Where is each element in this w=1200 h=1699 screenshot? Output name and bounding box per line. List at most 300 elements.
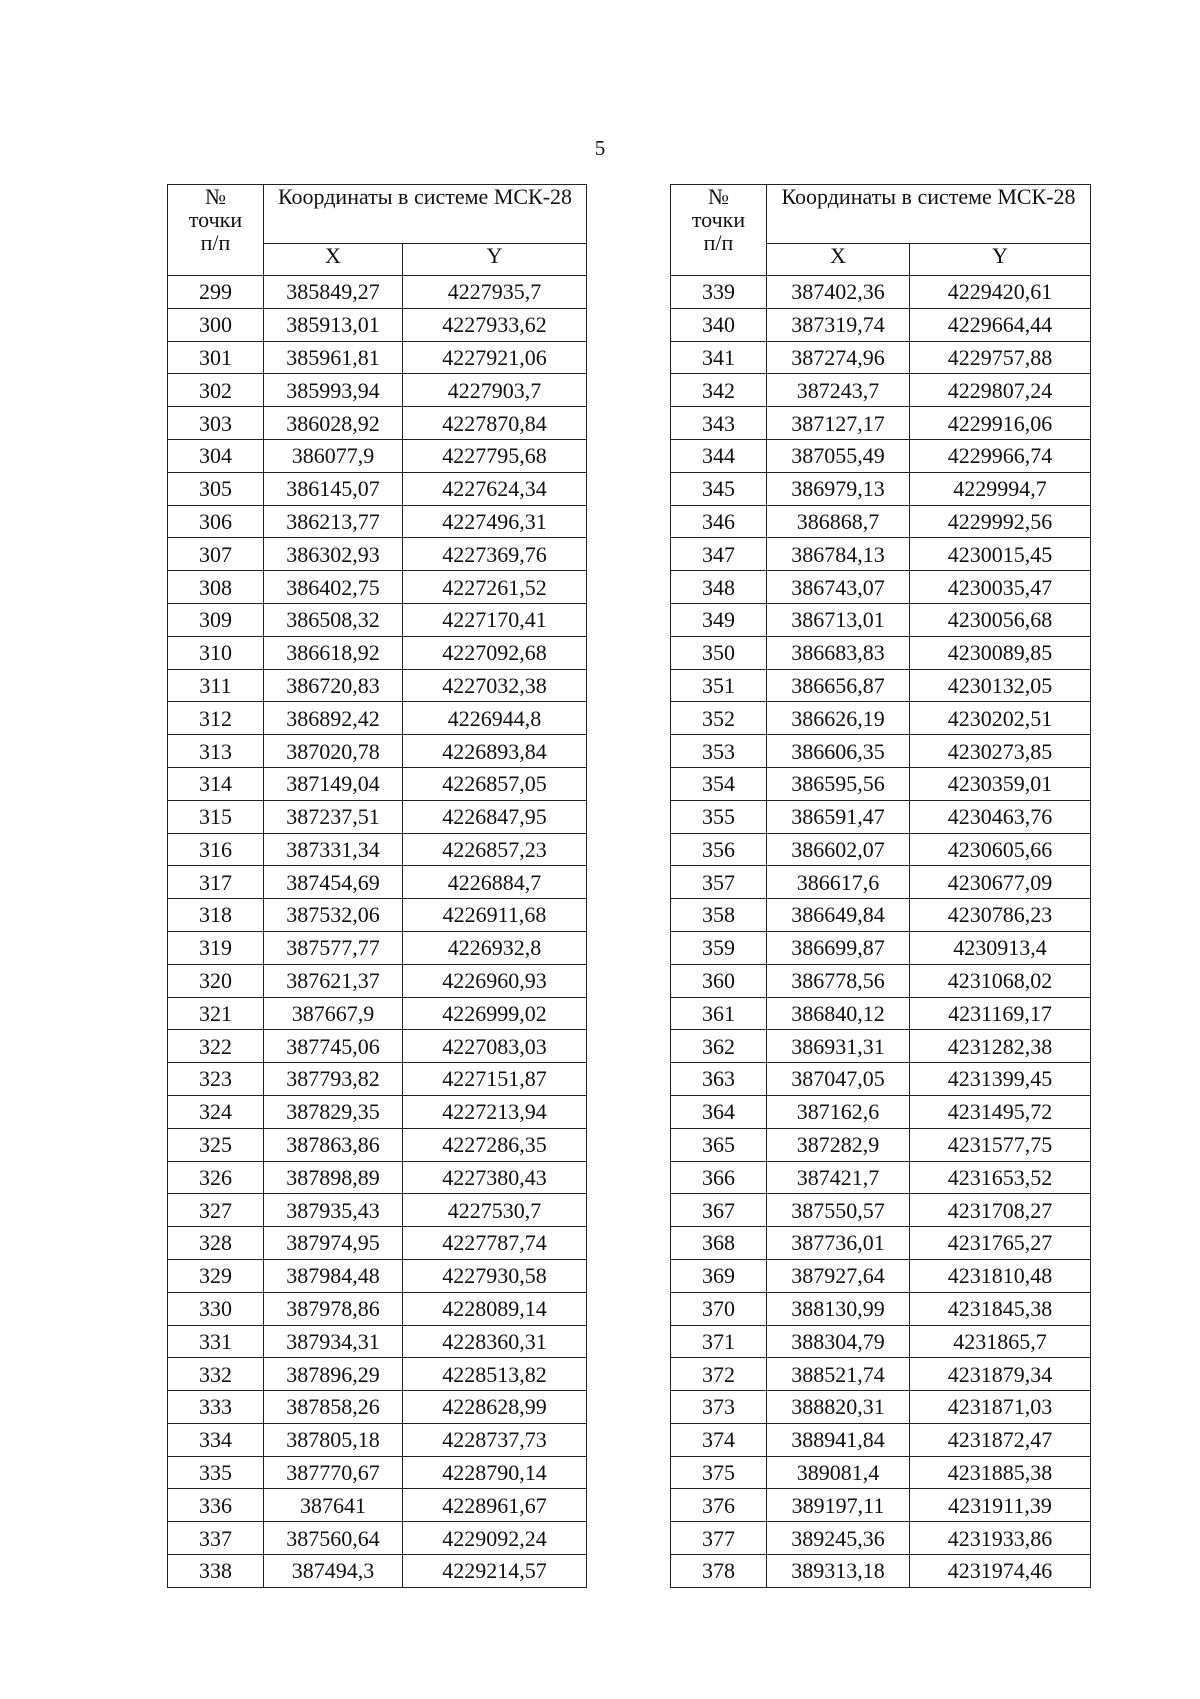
cell-y: 4229994,7	[910, 472, 1091, 505]
table-row	[168, 1358, 587, 1391]
table-row	[671, 964, 1091, 997]
table-row	[671, 669, 1091, 702]
cell-point-number: 334	[168, 1423, 264, 1456]
table-row	[671, 1194, 1091, 1227]
cell-point-number: 322	[168, 1030, 264, 1063]
page-number: 5	[594, 136, 606, 160]
cell-x: 387020,78	[264, 735, 403, 768]
cell-y: 4227787,74	[403, 1227, 587, 1260]
cell-y: 4226847,95	[403, 800, 587, 833]
cell-y: 4231845,38	[910, 1292, 1091, 1325]
cell-x: 387984,48	[264, 1259, 403, 1292]
header-num-pp: п/п	[703, 230, 734, 256]
cell-y: 4231810,48	[910, 1259, 1091, 1292]
table-row	[671, 1391, 1091, 1424]
cell-x: 387974,95	[264, 1227, 403, 1260]
cell-point-number: 349	[671, 603, 767, 636]
cell-y: 4231865,7	[910, 1325, 1091, 1358]
cell-point-number: 370	[671, 1292, 767, 1325]
table-row	[671, 1161, 1091, 1194]
cell-x: 387243,7	[767, 374, 910, 407]
cell-x: 387560,64	[264, 1522, 403, 1555]
table-row	[168, 964, 587, 997]
cell-point-number: 323	[168, 1063, 264, 1096]
cell-y: 4230015,45	[910, 538, 1091, 571]
cell-y: 4231708,27	[910, 1194, 1091, 1227]
header-y: Y	[403, 244, 587, 276]
table-row	[168, 571, 587, 604]
table-row	[168, 1489, 587, 1522]
table-row	[168, 767, 587, 800]
cell-x: 387935,43	[264, 1194, 403, 1227]
cell-y: 4226857,23	[403, 833, 587, 866]
cell-point-number: 362	[671, 1030, 767, 1063]
cell-y: 4226999,02	[403, 997, 587, 1030]
cell-point-number: 336	[168, 1489, 264, 1522]
table-row	[168, 538, 587, 571]
cell-y: 4228961,67	[403, 1489, 587, 1522]
table-row	[671, 866, 1091, 899]
cell-point-number: 320	[168, 964, 264, 997]
cell-y: 4227369,76	[403, 538, 587, 571]
cell-x: 389081,4	[767, 1456, 910, 1489]
cell-point-number: 359	[671, 931, 767, 964]
table-row	[671, 1030, 1091, 1063]
cell-point-number: 314	[168, 767, 264, 800]
cell-point-number: 308	[168, 571, 264, 604]
cell-point-number: 326	[168, 1161, 264, 1194]
cell-point-number: 328	[168, 1227, 264, 1260]
cell-y: 4230273,85	[910, 735, 1091, 768]
table-row	[671, 899, 1091, 932]
header-point-number	[168, 185, 264, 276]
cell-x: 388820,31	[767, 1391, 910, 1424]
cell-x: 386077,9	[264, 439, 403, 472]
cell-point-number: 302	[168, 374, 264, 407]
cell-y: 4227624,34	[403, 472, 587, 505]
cell-y: 4231885,38	[910, 1456, 1091, 1489]
cell-y: 4230056,68	[910, 603, 1091, 636]
table-row	[671, 603, 1091, 636]
cell-y: 4227530,7	[403, 1194, 587, 1227]
table-row	[168, 800, 587, 833]
cell-point-number: 303	[168, 407, 264, 440]
cell-point-number: 343	[671, 407, 767, 440]
cell-point-number: 331	[168, 1325, 264, 1358]
cell-y: 4230677,09	[910, 866, 1091, 899]
cell-x: 386602,07	[767, 833, 910, 866]
cell-point-number: 333	[168, 1391, 264, 1424]
cell-point-number: 318	[168, 899, 264, 932]
cell-point-number: 369	[671, 1259, 767, 1292]
table-row	[671, 439, 1091, 472]
table-row	[671, 636, 1091, 669]
table-row	[168, 1128, 587, 1161]
cell-y: 4227496,31	[403, 505, 587, 538]
table-row	[671, 571, 1091, 604]
header-point-number	[671, 185, 767, 276]
cell-x: 388130,99	[767, 1292, 910, 1325]
table-row	[671, 1555, 1091, 1588]
cell-y: 4227795,68	[403, 439, 587, 472]
table-row	[168, 1423, 587, 1456]
cell-point-number: 352	[671, 702, 767, 735]
cell-point-number: 313	[168, 735, 264, 768]
cell-point-number: 347	[671, 538, 767, 571]
cell-point-number: 305	[168, 472, 264, 505]
cell-x: 387402,36	[767, 276, 910, 309]
cell-y: 4228628,99	[403, 1391, 587, 1424]
cell-x: 385849,27	[264, 276, 403, 309]
cell-x: 386720,83	[264, 669, 403, 702]
cell-y: 4229966,74	[910, 439, 1091, 472]
cell-point-number: 358	[671, 899, 767, 932]
cell-y: 4227935,7	[403, 276, 587, 309]
cell-y: 4227083,03	[403, 1030, 587, 1063]
cell-point-number: 304	[168, 439, 264, 472]
cell-x: 386840,12	[767, 997, 910, 1030]
cell-x: 387149,04	[264, 767, 403, 800]
cell-x: 387550,57	[767, 1194, 910, 1227]
cell-x: 385913,01	[264, 308, 403, 341]
table-row	[168, 1456, 587, 1489]
cell-x: 387641	[264, 1489, 403, 1522]
cell-x: 387454,69	[264, 866, 403, 899]
table-row	[168, 505, 587, 538]
cell-x: 388521,74	[767, 1358, 910, 1391]
cell-x: 386743,07	[767, 571, 910, 604]
cell-point-number: 339	[671, 276, 767, 309]
cell-point-number: 353	[671, 735, 767, 768]
cell-x: 386979,13	[767, 472, 910, 505]
cell-y: 4226911,68	[403, 899, 587, 932]
cell-y: 4229757,88	[910, 341, 1091, 374]
cell-point-number: 374	[671, 1423, 767, 1456]
cell-y: 4231399,45	[910, 1063, 1091, 1096]
cell-y: 4228790,14	[403, 1456, 587, 1489]
table-row	[168, 866, 587, 899]
cell-point-number: 364	[671, 1095, 767, 1128]
table-row	[671, 931, 1091, 964]
table-row	[671, 1128, 1091, 1161]
cell-x: 387621,37	[264, 964, 403, 997]
cell-x: 387978,86	[264, 1292, 403, 1325]
cell-x: 386656,87	[767, 669, 910, 702]
table-row	[168, 1194, 587, 1227]
table-row	[168, 669, 587, 702]
cell-y: 4231495,72	[910, 1095, 1091, 1128]
cell-x: 387858,26	[264, 1391, 403, 1424]
table-row	[671, 1227, 1091, 1260]
cell-y: 4231872,47	[910, 1423, 1091, 1456]
cell-y: 4228737,73	[403, 1423, 587, 1456]
table-row	[168, 735, 587, 768]
cell-x: 386699,87	[767, 931, 910, 964]
header-num-word: точки	[691, 207, 746, 233]
cell-x: 387162,6	[767, 1095, 910, 1128]
table-row	[671, 735, 1091, 768]
cell-y: 4230913,4	[910, 931, 1091, 964]
cell-point-number: 361	[671, 997, 767, 1030]
coordinates-table-right	[670, 184, 1091, 1588]
coordinates-table-left	[167, 184, 587, 1588]
cell-x: 386028,92	[264, 407, 403, 440]
cell-y: 4229214,57	[403, 1555, 587, 1588]
cell-point-number: 360	[671, 964, 767, 997]
table-row	[671, 308, 1091, 341]
cell-y: 4229807,24	[910, 374, 1091, 407]
cell-y: 4229420,61	[910, 276, 1091, 309]
table-row	[168, 1227, 587, 1260]
cell-x: 387863,86	[264, 1128, 403, 1161]
table-row	[168, 603, 587, 636]
cell-point-number: 375	[671, 1456, 767, 1489]
table-row	[168, 341, 587, 374]
cell-y: 4228513,82	[403, 1358, 587, 1391]
cell-point-number: 378	[671, 1555, 767, 1588]
table-row	[168, 899, 587, 932]
cell-x: 386617,6	[767, 866, 910, 899]
cell-x: 387532,06	[264, 899, 403, 932]
header-y: Y	[910, 244, 1091, 276]
cell-y: 4227092,68	[403, 636, 587, 669]
cell-point-number: 351	[671, 669, 767, 702]
cell-y: 4227286,35	[403, 1128, 587, 1161]
table-row	[671, 505, 1091, 538]
cell-point-number: 317	[168, 866, 264, 899]
table-row	[168, 1095, 587, 1128]
table-row	[168, 472, 587, 505]
cell-y: 4230463,76	[910, 800, 1091, 833]
cell-x: 387055,49	[767, 439, 910, 472]
cell-y: 4231577,75	[910, 1128, 1091, 1161]
cell-x: 386302,93	[264, 538, 403, 571]
cell-point-number: 346	[671, 505, 767, 538]
cell-y: 4226944,8	[403, 702, 587, 735]
cell-x: 386591,47	[767, 800, 910, 833]
cell-point-number: 367	[671, 1194, 767, 1227]
cell-point-number: 363	[671, 1063, 767, 1096]
cell-point-number: 342	[671, 374, 767, 407]
cell-point-number: 332	[168, 1358, 264, 1391]
cell-point-number: 356	[671, 833, 767, 866]
cell-point-number: 306	[168, 505, 264, 538]
cell-point-number: 325	[168, 1128, 264, 1161]
cell-x: 387282,9	[767, 1128, 910, 1161]
cell-x: 387667,9	[264, 997, 403, 1030]
cell-y: 4227380,43	[403, 1161, 587, 1194]
cell-point-number: 315	[168, 800, 264, 833]
cell-x: 386683,83	[767, 636, 910, 669]
table-row	[168, 931, 587, 964]
table-row	[671, 997, 1091, 1030]
cell-point-number: 309	[168, 603, 264, 636]
cell-y: 4229092,24	[403, 1522, 587, 1555]
cell-x: 387047,05	[767, 1063, 910, 1096]
cell-point-number: 354	[671, 767, 767, 800]
cell-x: 386508,32	[264, 603, 403, 636]
cell-point-number: 312	[168, 702, 264, 735]
cell-y: 4227921,06	[403, 341, 587, 374]
cell-x: 387494,3	[264, 1555, 403, 1588]
cell-x: 388941,84	[767, 1423, 910, 1456]
table-row	[168, 439, 587, 472]
cell-y: 4230605,66	[910, 833, 1091, 866]
cell-point-number: 345	[671, 472, 767, 505]
cell-y: 4227930,58	[403, 1259, 587, 1292]
table-row	[671, 1325, 1091, 1358]
table-row	[671, 374, 1091, 407]
table-row	[671, 407, 1091, 440]
cell-point-number: 311	[168, 669, 264, 702]
cell-x: 387898,89	[264, 1161, 403, 1194]
cell-x: 387829,35	[264, 1095, 403, 1128]
cell-point-number: 350	[671, 636, 767, 669]
table-row	[168, 407, 587, 440]
table-row	[671, 1489, 1091, 1522]
cell-point-number: 327	[168, 1194, 264, 1227]
cell-x: 386892,42	[264, 702, 403, 735]
cell-y: 4226857,05	[403, 767, 587, 800]
table-row	[168, 1555, 587, 1588]
cell-x: 388304,79	[767, 1325, 910, 1358]
cell-y: 4227933,62	[403, 308, 587, 341]
cell-x: 387793,82	[264, 1063, 403, 1096]
table-row	[671, 1522, 1091, 1555]
cell-x: 389245,36	[767, 1522, 910, 1555]
cell-y: 4227213,94	[403, 1095, 587, 1128]
table-row	[168, 702, 587, 735]
cell-x: 387770,67	[264, 1456, 403, 1489]
cell-point-number: 329	[168, 1259, 264, 1292]
table-row	[168, 1522, 587, 1555]
cell-x: 387927,64	[767, 1259, 910, 1292]
table-row	[168, 1391, 587, 1424]
table-row	[671, 1063, 1091, 1096]
cell-y: 4231974,46	[910, 1555, 1091, 1588]
cell-y: 4230202,51	[910, 702, 1091, 735]
table-row	[671, 538, 1091, 571]
cell-x: 386931,31	[767, 1030, 910, 1063]
cell-x: 386595,56	[767, 767, 910, 800]
table-row	[671, 1292, 1091, 1325]
cell-point-number: 330	[168, 1292, 264, 1325]
cell-y: 4231068,02	[910, 964, 1091, 997]
cell-y: 4231879,34	[910, 1358, 1091, 1391]
table-row	[168, 1292, 587, 1325]
cell-x: 386778,56	[767, 964, 910, 997]
cell-x: 387896,29	[264, 1358, 403, 1391]
header-num-sign: №	[708, 184, 729, 209]
cell-y: 4230359,01	[910, 767, 1091, 800]
cell-point-number: 377	[671, 1522, 767, 1555]
cell-point-number: 340	[671, 308, 767, 341]
table-row	[671, 1095, 1091, 1128]
header-num-word: точки	[188, 207, 243, 233]
table-row	[671, 1456, 1091, 1489]
cell-point-number: 376	[671, 1489, 767, 1522]
cell-point-number: 335	[168, 1456, 264, 1489]
cell-point-number: 324	[168, 1095, 264, 1128]
cell-y: 4230035,47	[910, 571, 1091, 604]
cell-x: 385961,81	[264, 341, 403, 374]
cell-y: 4231933,86	[910, 1522, 1091, 1555]
cell-point-number: 307	[168, 538, 264, 571]
table-row	[168, 374, 587, 407]
header-x: X	[767, 244, 910, 276]
cell-y: 4229992,56	[910, 505, 1091, 538]
cell-x: 386618,92	[264, 636, 403, 669]
table-row	[168, 1161, 587, 1194]
table-body-left	[168, 276, 587, 1588]
cell-point-number: 316	[168, 833, 264, 866]
cell-y: 4229916,06	[910, 407, 1091, 440]
header-num-pp: п/п	[200, 230, 231, 256]
cell-y: 4228089,14	[403, 1292, 587, 1325]
table-row	[168, 308, 587, 341]
cell-y: 4229664,44	[910, 308, 1091, 341]
cell-point-number: 344	[671, 439, 767, 472]
cell-point-number: 299	[168, 276, 264, 309]
cell-y: 4231911,39	[910, 1489, 1091, 1522]
cell-y: 4227903,7	[403, 374, 587, 407]
cell-x: 386784,13	[767, 538, 910, 571]
cell-y: 4227032,38	[403, 669, 587, 702]
header-num-sign: №	[205, 184, 226, 209]
table-row	[168, 1030, 587, 1063]
cell-y: 4231282,38	[910, 1030, 1091, 1063]
cell-point-number: 365	[671, 1128, 767, 1161]
cell-point-number: 321	[168, 997, 264, 1030]
table-body-right	[671, 276, 1091, 1588]
table-row	[671, 833, 1091, 866]
table-row	[671, 767, 1091, 800]
table-row	[168, 1259, 587, 1292]
cell-point-number: 355	[671, 800, 767, 833]
cell-point-number: 357	[671, 866, 767, 899]
cell-x: 387577,77	[264, 931, 403, 964]
cell-y: 4231871,03	[910, 1391, 1091, 1424]
cell-x: 389197,11	[767, 1489, 910, 1522]
cell-x: 386649,84	[767, 899, 910, 932]
cell-y: 4231169,17	[910, 997, 1091, 1030]
cell-y: 4230089,85	[910, 636, 1091, 669]
cell-y: 4226960,93	[403, 964, 587, 997]
cell-x: 386713,01	[767, 603, 910, 636]
cell-y: 4226932,8	[403, 931, 587, 964]
cell-x: 387319,74	[767, 308, 910, 341]
cell-y: 4227870,84	[403, 407, 587, 440]
cell-x: 386402,75	[264, 571, 403, 604]
cell-point-number: 301	[168, 341, 264, 374]
table-row	[168, 276, 587, 309]
cell-y: 4231653,52	[910, 1161, 1091, 1194]
cell-x: 387736,01	[767, 1227, 910, 1260]
cell-x: 386145,07	[264, 472, 403, 505]
cell-x: 386868,7	[767, 505, 910, 538]
cell-point-number: 373	[671, 1391, 767, 1424]
cell-x: 387274,96	[767, 341, 910, 374]
table-row	[168, 833, 587, 866]
cell-x: 387805,18	[264, 1423, 403, 1456]
cell-y: 4226893,84	[403, 735, 587, 768]
table-row	[671, 1423, 1091, 1456]
cell-y: 4230132,05	[910, 669, 1091, 702]
cell-x: 385993,94	[264, 374, 403, 407]
table-row	[168, 997, 587, 1030]
cell-y: 4227261,52	[403, 571, 587, 604]
cell-x: 389313,18	[767, 1555, 910, 1588]
